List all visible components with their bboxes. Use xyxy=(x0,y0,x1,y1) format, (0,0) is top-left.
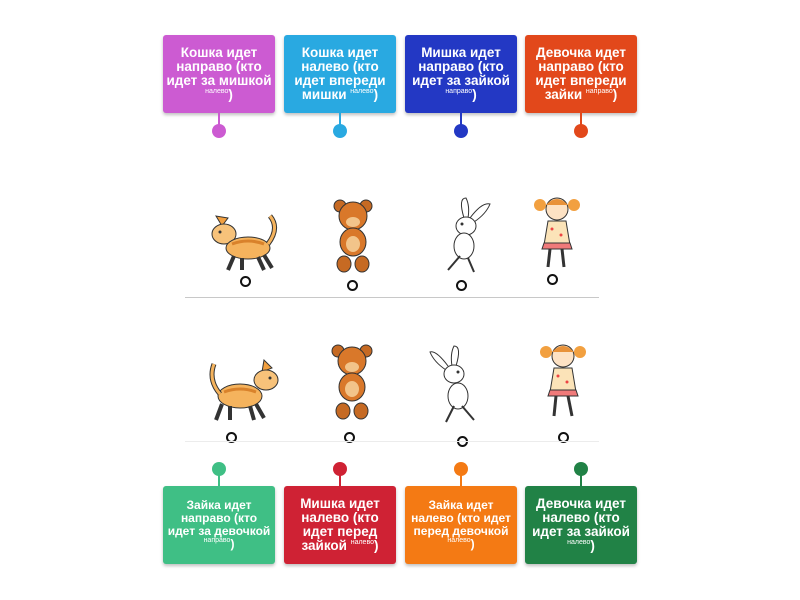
card-top-2-pin[interactable] xyxy=(333,124,347,138)
card-top-1-end: ) xyxy=(228,87,233,103)
card-bottom-4-stem xyxy=(580,474,582,486)
marker-rabbit-1 xyxy=(456,280,467,291)
card-top-1-text: Кошка идет направо (кто идет за мишкой xyxy=(166,44,272,88)
card-top-4-end: ) xyxy=(612,87,618,103)
card-top-3[interactable] xyxy=(405,35,517,113)
card-bottom-1-sup: направо xyxy=(203,537,231,545)
girl-icon xyxy=(530,193,584,273)
card-top-4-pin[interactable] xyxy=(574,124,588,138)
card-top-3-text: Мишка идет направо (кто идет за зайкой xyxy=(412,44,510,88)
card-top-2[interactable] xyxy=(284,35,396,113)
card-bottom-3-end: ) xyxy=(470,537,475,552)
card-top-4[interactable] xyxy=(525,35,637,113)
card-bottom-1-stem xyxy=(218,474,220,486)
card-top-4-sup: направо xyxy=(585,88,613,96)
card-bottom-4-sup: налево xyxy=(567,539,591,547)
cat-icon xyxy=(208,208,280,274)
row-divider-bottom xyxy=(185,441,599,442)
card-bottom-3-stem xyxy=(460,474,462,486)
card-bottom-2-sup: налево xyxy=(350,539,374,547)
girl-icon xyxy=(536,340,590,420)
card-bottom-4-end: ) xyxy=(590,538,595,554)
card-bottom-3[interactable] xyxy=(405,486,517,564)
card-bottom-1-text: Зайка идет направо (кто идет за девочкой xyxy=(167,498,271,538)
card-bottom-1[interactable] xyxy=(163,486,275,564)
card-bottom-1-end: ) xyxy=(230,537,235,552)
row-divider xyxy=(185,297,599,298)
card-bottom-2-stem xyxy=(339,474,341,486)
rabbit-icon xyxy=(428,344,488,426)
card-top-2-end: ) xyxy=(373,87,379,103)
card-top-3-pin[interactable] xyxy=(454,124,468,138)
card-top-2-sup: налево xyxy=(350,88,374,96)
marker-bear-1 xyxy=(347,280,358,291)
cat-icon xyxy=(206,354,280,424)
card-bottom-4-text: Девочка идет налево (кто идет за зайкой xyxy=(532,495,630,539)
bear-icon xyxy=(326,343,378,421)
rabbit-icon xyxy=(438,196,494,276)
card-bottom-4[interactable] xyxy=(525,486,637,564)
marker-cat-1 xyxy=(240,276,251,287)
card-bottom-3-text: Зайка идет налево (кто идет перед девочкой xyxy=(411,498,511,538)
card-bottom-2-text: Мишка идет налево (кто идет перед зайкой xyxy=(300,495,380,554)
marker-girl-1 xyxy=(547,274,558,285)
bear-icon xyxy=(328,198,378,274)
card-top-4-text: Девочка идет направо (кто идет впереди зайки xyxy=(535,44,627,103)
card-top-1-sup: налево xyxy=(205,88,229,96)
card-top-1-pin[interactable] xyxy=(212,124,226,138)
card-top-3-end: ) xyxy=(472,87,477,103)
card-bottom-2-end: ) xyxy=(374,538,379,554)
card-top-3-sup: направо xyxy=(445,88,473,96)
card-bottom-2[interactable] xyxy=(284,486,396,564)
card-bottom-3-sup: налево xyxy=(447,537,471,545)
card-top-1[interactable] xyxy=(163,35,275,113)
card-top-2-text: Кошка идет налево (кто идет впереди мишки xyxy=(294,44,386,103)
